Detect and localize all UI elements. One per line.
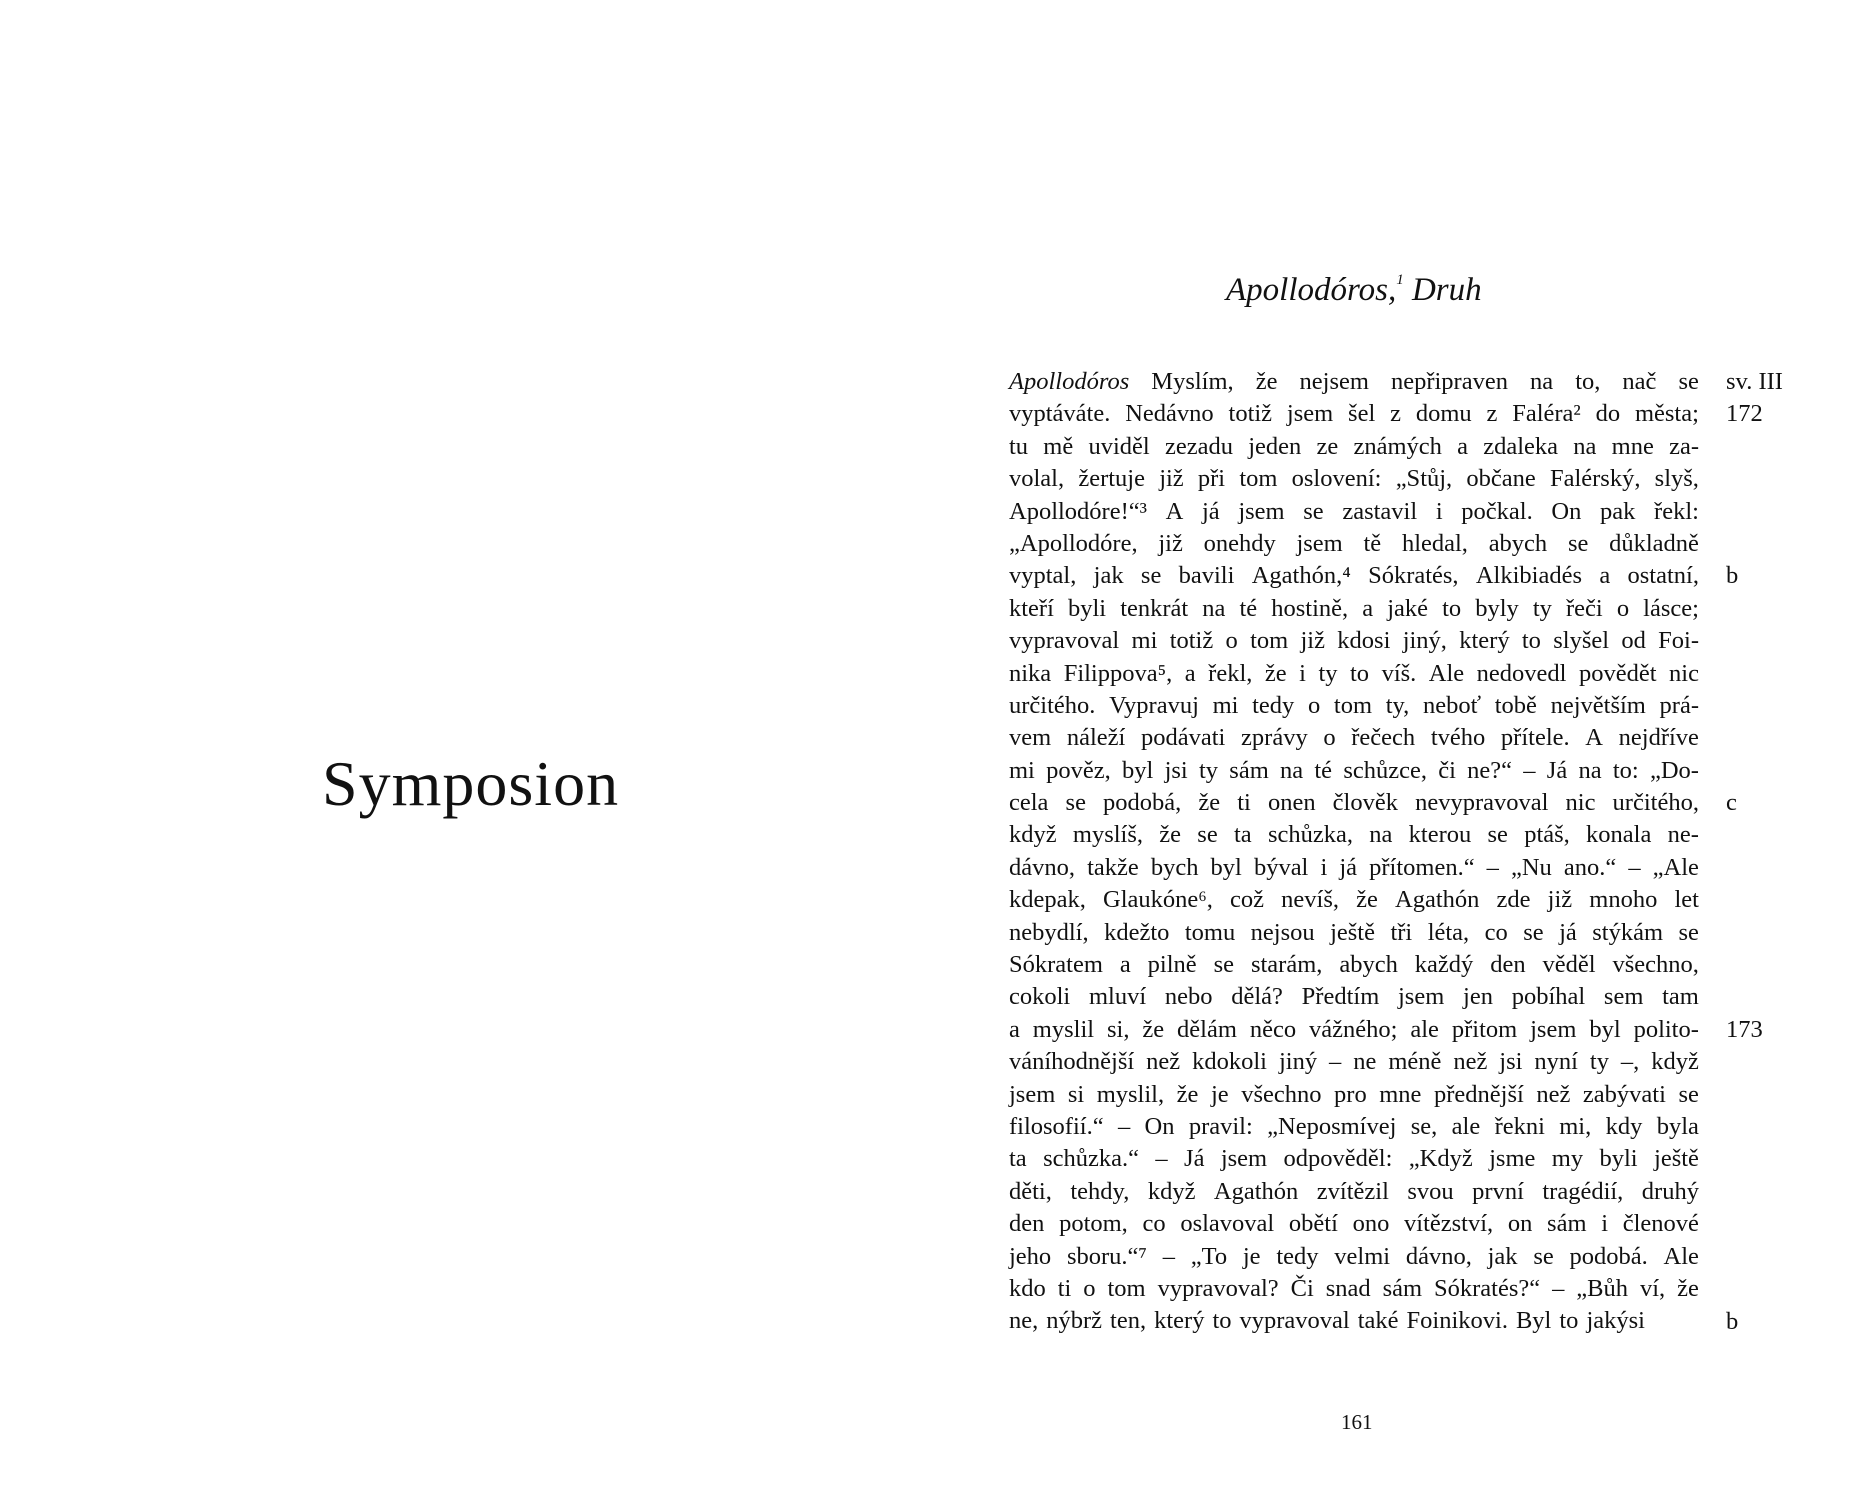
text-line: Sókratem a pilně se starám, abych každý den věděl všechno,: [1009, 951, 1699, 979]
text-line: děti, tehdy, když Agathón zvítězil svou první tragédií, druhý: [1009, 1177, 1699, 1205]
text-line: jsem si myslil, že je všechno pro mne přednější než zabývati se: [1009, 1080, 1699, 1108]
book-title: Symposion: [322, 748, 620, 819]
margin-note: 172: [1726, 400, 1763, 428]
margin-note: sv. III: [1726, 368, 1783, 395]
text-line: a myslil si, že dělám něco vážného; ale přitom jsem byl polito-: [1009, 1015, 1699, 1043]
margin-note: b: [1726, 562, 1739, 590]
text-line: filosofií.“ – On pravil: „Neposmívej se, ale řekni mi, kdy byla: [1009, 1112, 1699, 1140]
text-line: den potom, co oslavoval obětí ono vítězství, on sám i členové: [1009, 1210, 1699, 1238]
dialogue-text: [1009, 366, 1699, 1338]
text-line: cokoli mluví nebo dělá? Předtím jsem jen pobíhal sem tam: [1009, 983, 1699, 1011]
text-line: vem náleží podávati zprávy o řečech tvého přítele. A nejdříve: [1009, 724, 1699, 752]
text-line: vyptal, jak se bavili Agathón,⁴ Sókratés, Alkibiadés a ostatní,: [1009, 562, 1699, 590]
left-page: [0, 0, 930, 1501]
text-line: mi pověz, byl jsi ty sám na té schůzce, či ne?“ – Já na to: „Do-: [1009, 756, 1699, 784]
text-line: kdo ti o tom vypravoval? Či snad sám Sókratés?“ – „Bůh ví, že: [1009, 1274, 1699, 1302]
text-line: volal, žertuje již při tom oslovení: „Stůj, občane Falérský, slyš,: [1009, 465, 1699, 493]
text-line: jeho sboru.“⁷ – „To je tedy velmi dávno, jak se podobá. Ale: [1009, 1242, 1699, 1270]
margin-note: 173: [1726, 1016, 1763, 1043]
heading-rest: Druh: [1403, 272, 1482, 308]
text-line: nebydlí, kdežto tomu nejsou ještě tři léta, co se já stýkám se: [1009, 918, 1699, 946]
text-line: cela se podobá, že ti onen člověk nevypravoval nic určitého,: [1009, 789, 1699, 817]
section-heading: [1226, 264, 1482, 310]
text-line: ne, nýbrž ten, který to vypravoval také Foinikovi. Byl to jakýsi: [1009, 1307, 1645, 1335]
text-line: určitého. Vypravuj mi tedy o tom ty, neboť tobě největším prá-: [1009, 691, 1699, 719]
text-line: vyptáváte. Nedávno totiž jsem šel z domu z Faléra² do města;: [1009, 400, 1699, 428]
text-line: vypravoval mi totiž o tom již kdosi jiný, který to slyšel od Foi-: [1009, 627, 1699, 655]
margin-note: b: [1726, 1307, 1739, 1335]
speaker-name: Apollodóros: [1009, 368, 1130, 395]
text-line: kteří byli tenkrát na té hostině, a jaké to byly ty řeči o lásce;: [1009, 594, 1699, 622]
heading-speaker: Apollodóros,: [1226, 272, 1397, 308]
page-number: 161: [1341, 1410, 1373, 1434]
text-line: nika Filippova⁵, a řekl, že i ty to víš. Ale nedovedl povědět nic: [1009, 659, 1699, 687]
text-line: Apollodóros Myslím, že nejsem nepřipraven na to, nač se: [1009, 366, 1699, 398]
text-line: Apollodóre!“³ A já jsem se zastavil i počkal. On pak řekl:: [1009, 497, 1699, 525]
text-line: ta schůzka.“ – Já jsem odpověděl: „Když jsme my byli ještě: [1009, 1145, 1699, 1173]
text-line: kdepak, Glaukóne⁶, což nevíš, že Agathón zde již mnoho let: [1009, 886, 1699, 914]
heading-footnote-marker: 1: [1396, 272, 1404, 288]
margin-note: c: [1726, 789, 1737, 817]
text-line: dávno, takže bych byl býval i já přítomen.“ – „Nu ano.“ – „Ale: [1009, 853, 1699, 881]
text-line: tu mě uviděl zezadu jeden ze známých a zdaleka na mne za-: [1009, 432, 1699, 460]
text-line: „Apollodóre, již onehdy jsem tě hledal, abych se důkladně: [1009, 529, 1699, 557]
text-line: když myslíš, že se ta schůzka, na kterou se ptáš, konala ne-: [1009, 821, 1699, 849]
text-line: váníhodnější než kdokoli jiný – ne méně než jsi nyní ty –, když: [1009, 1048, 1699, 1076]
